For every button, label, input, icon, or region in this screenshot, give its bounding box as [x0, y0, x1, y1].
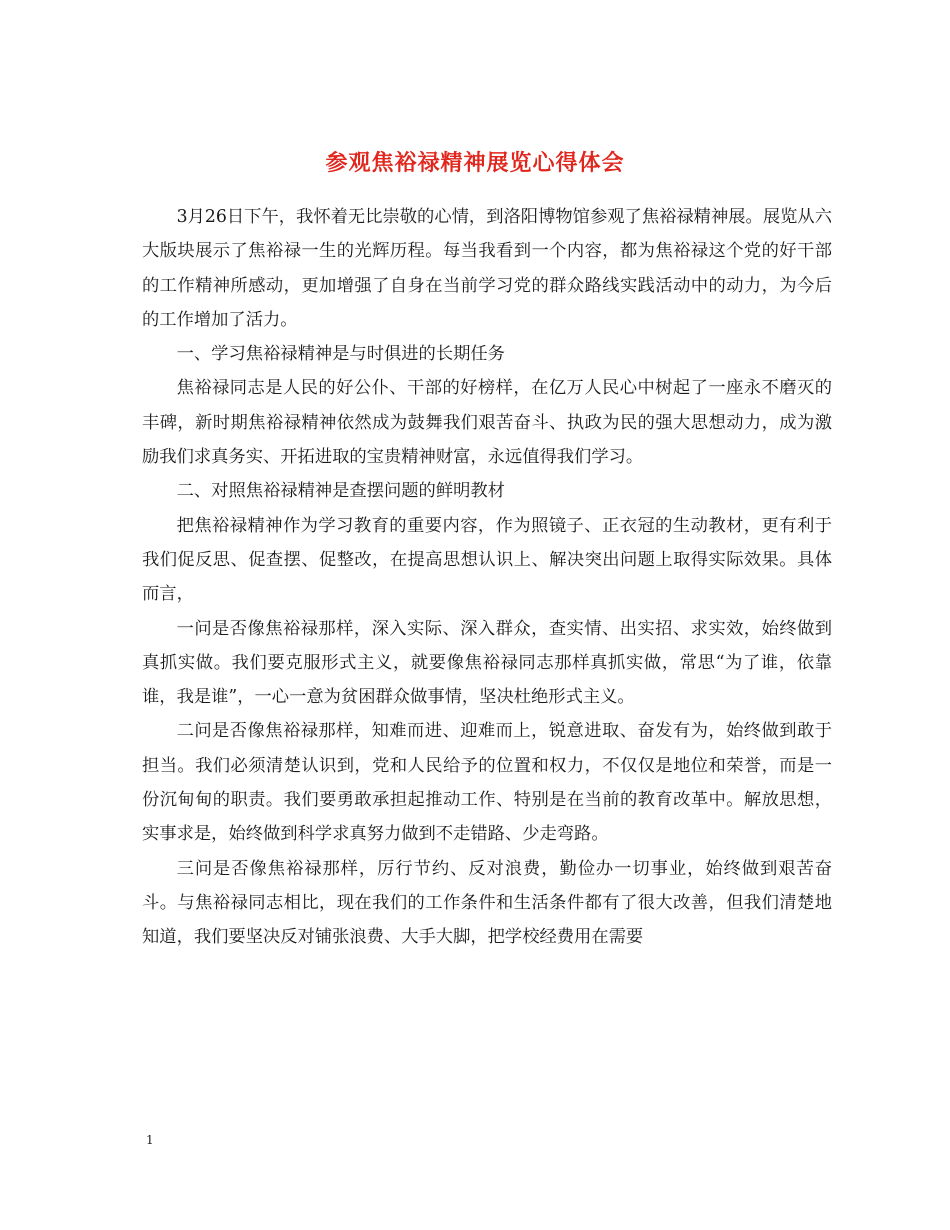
page-number: 1: [146, 1133, 154, 1147]
page-title: 参观焦裕禄精神展览心得体会: [325, 149, 625, 176]
paragraph-intro: 3月26日下午，我怀着无比崇敬的心情，到洛阳博物馆参观了焦裕禄精神展。展览从六大版块展示了焦裕禄一生的光辉历程。每当我看到一个内容，都为焦裕禄这个党的好干部的工作精神所感动，更加增强了自身在当前学习党的群众路线实践活动中的动力，为今后的工作增加了活力。: [142, 207, 832, 330]
paragraph-section-2: 把焦裕禄精神作为学习教育的重要内容，作为照镜子、正衣冠的生动教材，更有利于我们促反思、促查摆、促整改，在提高思想认识上、解决突出问题上取得实际效果。具体而言，: [142, 515, 832, 605]
section-heading-2: 二、对照焦裕禄精神是查摆问题的鲜明教材: [176, 481, 505, 502]
paragraph-question-3: 三问是否像焦裕禄那样，厉行节约、反对浪费，勤俭办一切事业，始终做到艰苦奋斗。与焦裕禄同志相比，现在我们的工作条件和生活条件都有了很大改善，但我们清楚地知道，我们要坚决反对铺张浪费、大手大脚，把学校经费用在需要: [142, 858, 832, 948]
paragraph-question-1: 一问是否像焦裕禄那样，深入实际、深入群众，查实情、出实招、求实效，始终做到真抓实做。我们要克服形式主义，就要像焦裕禄同志那样真抓实做，常思“为了谁，依靠谁，我是谁”，一心一意为贫困群众做事情，坚决杜绝形式主义。: [142, 618, 832, 708]
section-heading-1: 一、学习焦裕禄精神是与时俱进的长期任务: [176, 344, 505, 365]
paragraph-question-2: 二问是否像焦裕禄那样，知难而进、迎难而上，锐意进取、奋发有为，始终做到敢于担当。我们必须清楚认识到，党和人民给予的位置和权力，不仅仅是地位和荣誉，而是一份沉甸甸的职责。我们要勇敢承担起推动工作、特别是在当前的教育改革中。解放思想，实事求是，始终做到科学求真努力做到不走错路、少走弯路。: [142, 721, 832, 845]
document-body: [142, 200, 832, 955]
paragraph-section-1: 焦裕禄同志是人民的好公仆、干部的好榜样，在亿万人民心中树起了一座永不磨灭的丰碑，新时期焦裕禄精神依然成为鼓舞我们艰苦奋斗、执政为民的强大思想动力，成为激励我们求真务实、开拓进取的宝贵精神财富，永远值得我们学习。: [142, 378, 832, 468]
